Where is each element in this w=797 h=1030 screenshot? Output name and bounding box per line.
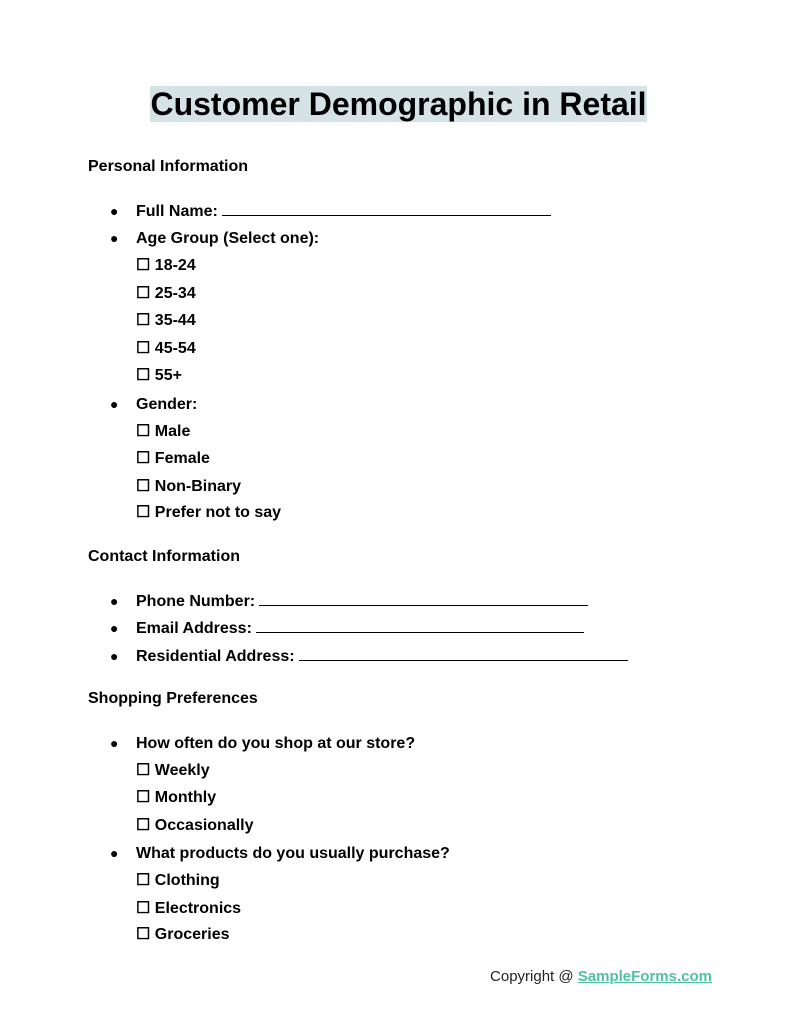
field-gender	[110, 394, 197, 415]
field-label: Gender:	[136, 396, 198, 413]
option-label: Weekly	[154, 762, 210, 779]
option-gender-male[interactable]	[136, 422, 190, 442]
checkbox-icon[interactable]: ☐	[136, 789, 151, 806]
section-heading-personal: Personal Information	[88, 158, 249, 175]
brand-link[interactable]: SampleForms.com	[577, 968, 712, 985]
title-wrap	[0, 86, 797, 122]
bullet-icon: ●	[110, 845, 119, 861]
bullet-icon: ●	[110, 230, 119, 246]
checkbox-icon[interactable]: ☐	[136, 872, 151, 889]
email-input-line[interactable]	[256, 618, 584, 633]
field-label: Residential Address:	[136, 648, 295, 665]
checkbox-icon[interactable]: ☐	[136, 312, 151, 329]
address-input-line[interactable]	[299, 646, 628, 661]
option-label: Non-Binary	[154, 478, 242, 495]
checkbox-icon[interactable]: ☐	[136, 285, 151, 302]
checkbox-icon[interactable]: ☐	[136, 817, 151, 834]
option-label: Electronics	[154, 900, 242, 917]
section-heading-shopping: Shopping Preferences	[88, 690, 258, 707]
option-age-18-24[interactable]	[136, 256, 196, 276]
field-label: Email Address:	[136, 620, 252, 637]
bullet-icon: ●	[110, 396, 119, 412]
option-age-25-34[interactable]	[136, 284, 196, 304]
checkbox-icon[interactable]: ☐	[136, 926, 151, 943]
phone-input-line[interactable]	[259, 591, 588, 606]
option-products-clothing[interactable]	[136, 871, 220, 891]
field-email	[110, 618, 584, 639]
checkbox-icon[interactable]: ☐	[136, 504, 151, 521]
option-gender-non-binary[interactable]	[136, 477, 241, 497]
field-frequency	[110, 733, 415, 754]
checkbox-icon[interactable]: ☐	[136, 367, 151, 384]
option-label: Clothing	[154, 872, 220, 889]
option-gender-female[interactable]	[136, 449, 210, 469]
field-full-name	[110, 201, 551, 222]
checkbox-icon[interactable]: ☐	[136, 257, 151, 274]
full-name-input-line[interactable]	[222, 201, 551, 216]
bullet-icon: ●	[110, 593, 119, 609]
option-age-35-44[interactable]	[136, 311, 196, 331]
option-age-45-54[interactable]	[136, 339, 196, 359]
checkbox-icon[interactable]: ☐	[136, 900, 151, 917]
checkbox-icon[interactable]: ☐	[136, 450, 151, 467]
option-label: Male	[154, 423, 191, 440]
bullet-icon: ●	[110, 203, 119, 219]
field-label: Full Name:	[136, 203, 218, 220]
bullet-icon: ●	[110, 735, 119, 751]
checkbox-icon[interactable]: ☐	[136, 478, 151, 495]
bullet-icon: ●	[110, 648, 119, 664]
option-frequency-weekly[interactable]	[136, 761, 210, 781]
field-label: Phone Number:	[136, 593, 256, 610]
option-age-55-plus[interactable]	[136, 366, 182, 386]
option-label: 25-34	[154, 285, 196, 302]
field-address	[110, 646, 628, 667]
field-products	[110, 843, 450, 864]
field-label: Age Group (Select one):	[136, 230, 320, 247]
field-phone	[110, 591, 588, 612]
option-label: Female	[154, 450, 210, 467]
field-label: How often do you shop at our store?	[136, 735, 416, 752]
option-label: Groceries	[154, 926, 230, 943]
option-label: Prefer not to say	[154, 504, 282, 521]
field-label: What products do you usually purchase?	[136, 845, 450, 862]
checkbox-icon[interactable]: ☐	[136, 762, 151, 779]
option-products-groceries[interactable]	[136, 925, 230, 945]
copyright-prefix: Copyright @	[490, 968, 578, 985]
option-label: 35-44	[154, 312, 196, 329]
option-label: 55+	[154, 367, 182, 384]
option-gender-prefer-not[interactable]	[136, 503, 281, 523]
bullet-icon: ●	[110, 620, 119, 636]
section-heading-contact: Contact Information	[88, 548, 240, 565]
option-label: Monthly	[154, 789, 217, 806]
option-frequency-monthly[interactable]	[136, 788, 216, 808]
checkbox-icon[interactable]: ☐	[136, 423, 151, 440]
option-label: 18-24	[154, 257, 196, 274]
option-label: 45-54	[154, 340, 196, 357]
option-label: Occasionally	[154, 817, 254, 834]
footer-copyright	[490, 967, 712, 987]
checkbox-icon[interactable]: ☐	[136, 340, 151, 357]
field-age-group	[110, 228, 319, 249]
option-frequency-occasionally[interactable]	[136, 816, 254, 836]
option-products-electronics[interactable]	[136, 899, 241, 919]
page-title: Customer Demographic in Retail	[150, 86, 647, 122]
